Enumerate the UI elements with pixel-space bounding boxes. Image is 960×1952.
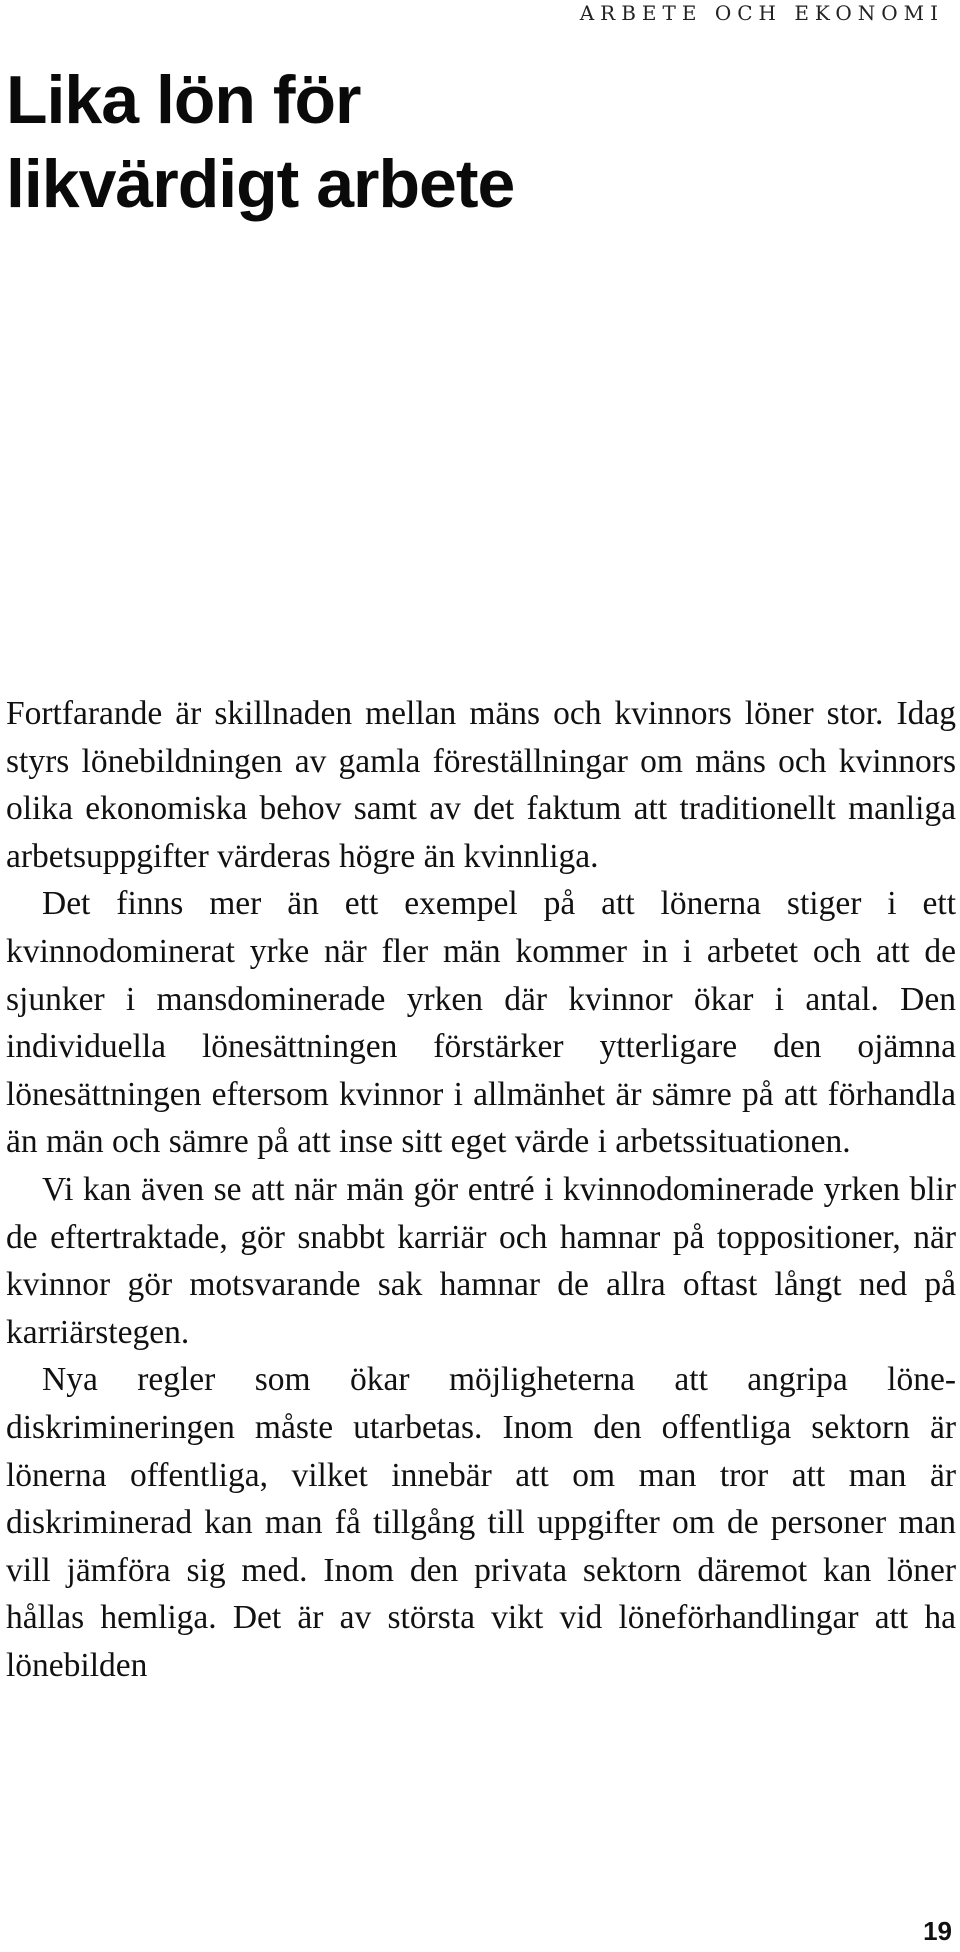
- page-title: [6, 58, 706, 226]
- paragraph-1: Fortfarande är skillnaden mellan mäns och kvinnors löner stor. Idag styrs lönebildningen av gamla föreställningar om mäns och kvinnors olika ekonomiska behov samt av det faktum att traditionellt manliga arbetsuppgifter värderas högre än kvinnliga.: [6, 695, 956, 875]
- running-head: ARBETE OCH EKONOMI: [579, 1, 944, 25]
- paragraph-4: Nya regler som ökar möjligheterna att angripa lönediskrimineringen måste utarbetas. Inom den offentliga sektorn är lönerna offentliga, vilket innebär att om man tror att man är diskriminerad kan man få tillgång till uppgifter om de personer man vill jämföra sig med. Inom den privata sektorn däremot kan löner hållas hemliga. Det är av största vikt vid löneförhandlingar att ha lönebilden: [6, 1361, 956, 1684]
- title-line-1: Lika lön för: [6, 62, 361, 138]
- page-number: 19: [923, 1916, 952, 1946]
- paragraph-3: Vi kan även se att när män gör entré i kvinnodominerade yrken blir de eftertraktade, gör snabbt karriär och hamnar på toppositioner, när kvinnor gör motsvarande sak hamnar de allra oftast långt ned på karriärstegen.: [6, 1170, 956, 1351]
- paragraph-2: Det finns mer än ett exempel på att lönerna stiger i ett kvinnodominerat yrke när fler män kommer in i arbetet och att de sjunker i mansdominerade yrken där kvinnor ökar i antal. Den individuella lönesättningen förstärker ytterligare den ojämna lönesättningen eftersom kvinnor i allmänhet är sämre på att förhandla än män och sämre på att inse sitt eget värde i arbetssituationen.: [6, 885, 956, 1161]
- article-body: [6, 690, 956, 1689]
- title-line-2: likvärdigt arbete: [6, 146, 515, 222]
